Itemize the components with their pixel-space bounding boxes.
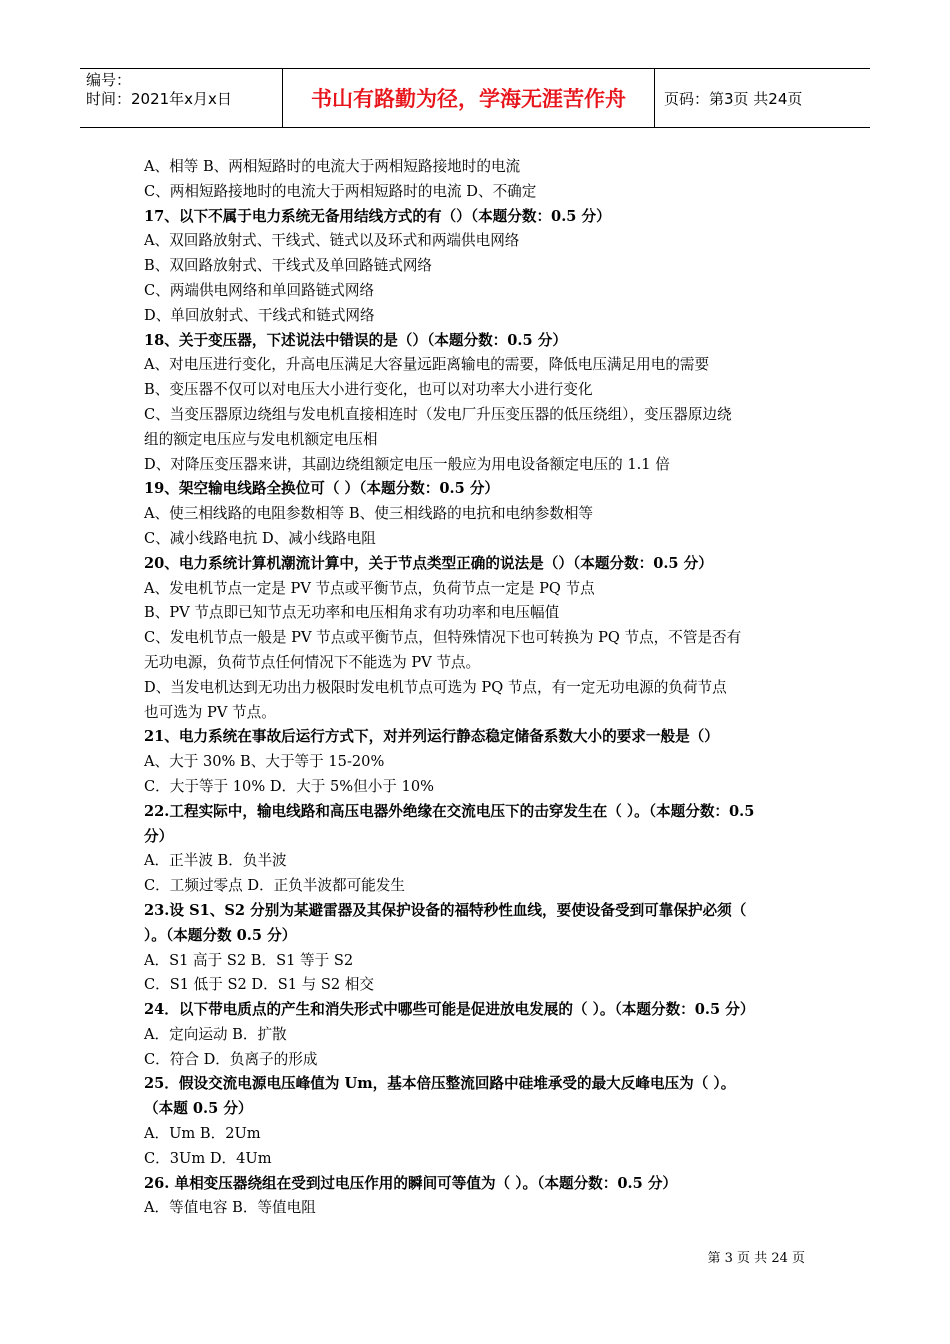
answer-option: A、使三相线路的电阻参数相等 B、使三相线路的电抗和电纳参数相等 xyxy=(144,505,594,523)
document-body xyxy=(144,155,819,1221)
answer-option: C．3Um D．4Um xyxy=(144,1149,272,1167)
question-text: ）。（本题分数 0.5 分） xyxy=(144,926,297,944)
answer-option: C、发电机节点一般是 PV 节点或平衡节点，但特殊情况下也可转换为 PQ 节点，不管是否有 xyxy=(144,629,742,647)
answer-option: A、双回路放射式、干线式、链式以及环式和两端供电网络 xyxy=(144,232,520,250)
question-text: 26. 单相变压器绕组在受到过电压作用的瞬间可等值为（ ）。（本题分数：0.5 分） xyxy=(144,1174,678,1192)
document-number-label: 编号： xyxy=(86,71,132,89)
question-text: 分） xyxy=(144,827,174,845)
answer-option: A、发电机节点一定是 PV 节点或平衡节点，负荷节点一定是 PQ 节点 xyxy=(144,579,595,597)
answer-option: D、单回放射式、干线式和链式网络 xyxy=(144,306,375,324)
question-text: （本题 0.5 分） xyxy=(144,1100,253,1118)
answer-option: D、当发电机达到无功出力极限时发电机节点可选为 PQ 节点，有一定无功电源的负荷节点 xyxy=(144,678,727,696)
answer-option: B、双回路放射式、干线式及单回路链式网络 xyxy=(144,257,433,275)
answer-option: A．定向运动 B．扩散 xyxy=(144,1025,287,1043)
answer-option: A、大于 30% B、大于等于 15-20% xyxy=(144,753,385,771)
question-text: 21、电力系统在事故后运行方式下，对并列运行静态稳定储备系数大小的要求一般是（） xyxy=(144,728,719,746)
answer-option: A．正半波 B．负半波 xyxy=(144,852,287,870)
question-text: 19、架空输电线路全换位可（ ）（本题分数：0.5 分） xyxy=(144,480,500,498)
document-time-label: 时间：2021年x月x日 xyxy=(86,90,232,108)
question-text: 24．以下带电质点的产生和消失形式中哪些可能是促进放电发展的（ ）。（本题分数：0.5 分） xyxy=(144,1001,755,1019)
question-text: 23.设 S1、S2 分别为某避雷器及其保护设备的福特秒性血线，要使设备受到可靠保护必须（ xyxy=(144,901,747,919)
question-text: 18、关于变压器，下述说法中错误的是（）（本题分数：0.5 分） xyxy=(144,331,567,349)
answer-option: C．工频过零点 D．正负半波都可能发生 xyxy=(144,877,406,895)
answer-option: C．S1 低于 S2 D．S1 与 S2 相交 xyxy=(144,976,374,994)
answer-option: B、变压器不仅可以对电压大小进行变化，也可以对功率大小进行变化 xyxy=(144,381,593,399)
header-page-info: 页码：第3页 共24页 xyxy=(664,89,803,108)
answer-option: C．符合 D．负离子的形成 xyxy=(144,1050,318,1068)
answer-option: D、对降压变压器来讲，其副边绕组额定电压一般应为用电设备额定电压的 1.1 倍 xyxy=(144,455,670,473)
answer-option: A、相等 B、两相短路时的电流大于两相短路接地时的电流 xyxy=(144,158,521,175)
answer-option: A．等值电容 B．等值电阻 xyxy=(144,1199,316,1217)
question-text: 17、以下不属于电力系统无备用结线方式的有（）（本题分数：0.5 分） xyxy=(144,207,611,225)
page-footer: 第 3 页 共 24 页 xyxy=(707,1251,805,1266)
answer-option: B、PV 节点即已知节点无功率和电压相角求有功功率和电压幅值 xyxy=(144,604,560,622)
answer-option: C、两端供电网络和单回路链式网络 xyxy=(144,281,375,299)
answer-option: 组的额定电压应与发电机额定电压相 xyxy=(144,430,378,448)
page-header xyxy=(80,68,870,128)
answer-option: 无功电源，负荷节点任何情况下不能选为 PV 节点。 xyxy=(144,653,481,671)
answer-option: 也可选为 PV 节点。 xyxy=(144,703,276,721)
answer-option: C．大于等于 10% D．大于 5%但小于 10% xyxy=(144,777,434,795)
answer-option: A．Um B．2Um xyxy=(144,1125,261,1143)
answer-option: A．S1 高于 S2 B．S1 等于 S2 xyxy=(144,951,354,969)
answer-option: C、两相短路接地时的电流大于两相短路时的电流 D、不确定 xyxy=(144,182,537,200)
answer-option: C、当变压器原边绕组与发电机直接相连时（发电厂升压变压器的低压绕组），变压器原边绕 xyxy=(144,405,732,423)
question-text: 22.工程实际中，输电线路和高压电器外绝缘在交流电压下的击穿发生在（ ）。（本题分数：0.5 xyxy=(144,802,755,820)
answer-option: A、对电压进行变化，升高电压满足大容量远距离输电的需要，降低电压满足用电的需要 xyxy=(144,356,710,374)
question-text: 25．假设交流电源电压峰值为 Um，基本倍压整流回路中硅堆承受的最大反峰电压为（ ）。 xyxy=(144,1075,736,1093)
question-text: 20、电力系统计算机潮流计算中，关于节点类型正确的说法是（）（本题分数：0.5 分） xyxy=(144,554,713,572)
header-motto: 书山有路勤为径，学海无涯苦作舟 xyxy=(282,69,655,127)
header-meta xyxy=(80,69,282,127)
answer-option: C、减小线路电抗 D、减小线路电阻 xyxy=(144,529,376,547)
